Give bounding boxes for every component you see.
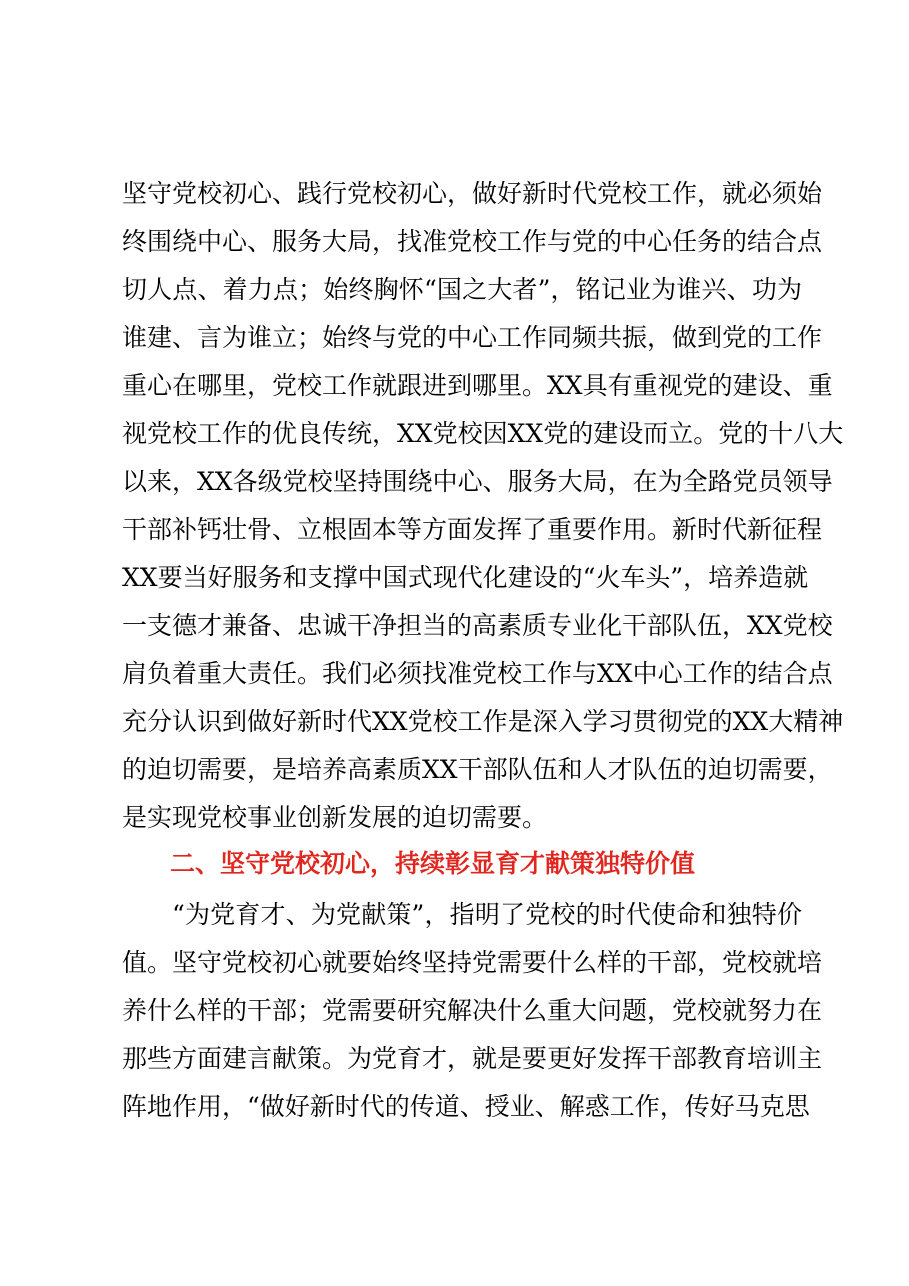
paragraph-line: “为党育才、为党献策”，指明了党校的时代使命和独特价 [172,900,802,929]
paragraph-line: 切人点、着力点；始终胸怀“国之大者”，铭记业为谁兴、功为 [122,275,802,304]
paragraph-line: 值。坚守党校初心就要始终坚持党需要什么样的干部，党校就培 [122,948,823,977]
paragraph-line: 干部补钙壮骨、立根固本等方面发挥了重要作用。新时代新征程 [122,515,823,544]
paragraph-line: 终围绕中心、服务大局，找准党校工作与党的中心任务的结合点 [122,227,823,256]
paragraph-line: 视党校工作的优良传统，XX党校因XX党的建设而立。党的十八大 [122,419,844,448]
paragraph-line: 谁建、言为谁立；始终与党的中心工作同频共振，做到党的工作 [122,323,823,352]
paragraph-line: XX要当好服务和支撑中国式现代化建设的“火车头”，培养造就 [122,563,809,592]
paragraph-line: 肩负着重大责任。我们必须找准党校工作与XX中心工作的结合点 [122,659,833,688]
paragraph-line: 以来，XX各级党校坚持围绕中心、服务大局，在为全路党员领导 [122,467,833,496]
paragraph-line: 养什么样的干部；党需要研究解决什么重大问题，党校就努力在 [122,996,823,1025]
paragraph-line: 那些方面建言献策。为党育才，就是要更好发挥干部教育培训主 [122,1044,823,1073]
paragraph-line: 一支德才兼备、忠诚干净担当的高素质专业化干部队伍，XX党校 [122,611,833,640]
paragraph-line: 阵地作用，“做好新时代的传道、授业、解惑工作，传好马克思 [122,1092,810,1121]
section-heading: 二、坚守党校初心，持续彰显育才献策独特价值 [170,849,696,878]
paragraph-line: 是实现党校事业创新发展的迫切需要。 [122,803,548,832]
paragraph-line: 的迫切需要，是培养高素质XX干部队伍和人才队伍的迫切需要， [122,755,833,784]
paragraph-line: 重心在哪里，党校工作就跟进到哪里。XX具有重视党的建设、重 [122,371,833,400]
paragraph-line: 充分认识到做好新时代XX党校工作是深入学习贯彻党的XX大精神 [122,707,844,736]
paragraph-line: 坚守党校初心、践行党校初心，做好新时代党校工作，就必须始 [122,179,823,208]
